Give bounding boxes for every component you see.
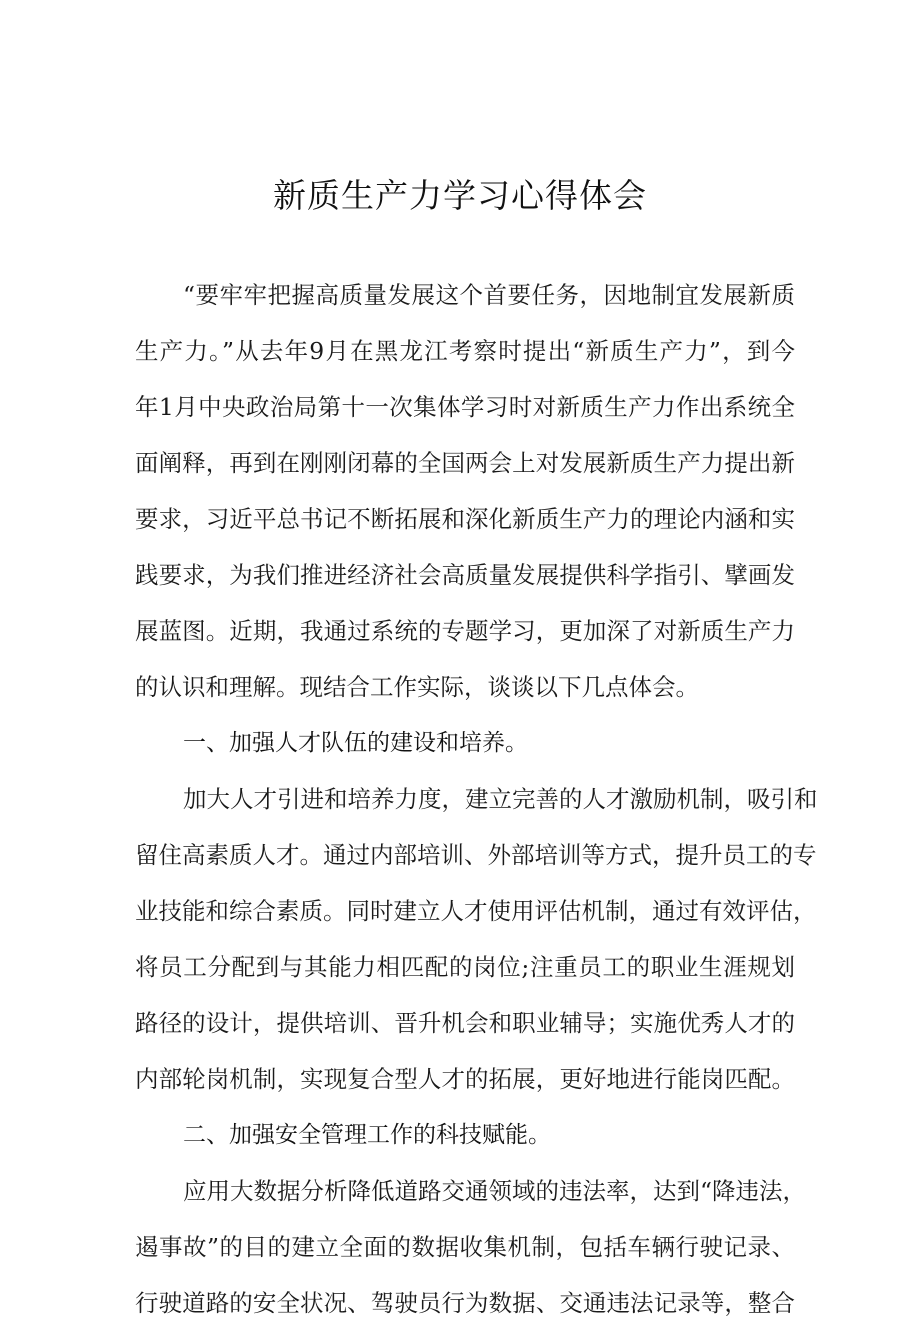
paragraph-line: 内部轮岗机制，实现复合型人才的拓展，更好地进行能岗匹配。 <box>135 1065 795 1093</box>
paragraph-line: 的认识和理解。现结合工作实际，谈谈以下几点体会。 <box>135 673 699 701</box>
paragraph-line: 遏事故”的目的建立全面的数据收集机制，包括车辆行驶记录、 <box>135 1233 795 1261</box>
paragraph-line: 加大人才引进和培养力度，建立完善的人才激励机制，吸引和 <box>183 785 818 813</box>
section-1 <box>135 715 818 1107</box>
paragraph-line: 留住高素质人才。通过内部培训、外部培训等方式，提升员工的专 <box>135 841 817 869</box>
paragraph-line: 生产力。”从去年9月在黑龙江考察时提出“新质生产力”，到今 <box>135 337 795 365</box>
paragraph-line: 将员工分配到与其能力相匹配的岗位;注重员工的职业生涯规划 <box>135 953 795 981</box>
section-2 <box>135 1107 807 1331</box>
document-title: 新质生产力学习心得体会 <box>273 176 647 215</box>
section-heading: 二、加强安全管理工作的科技赋能。 <box>183 1122 551 1148</box>
paragraph-line: 面阐释，再到在刚刚闭幕的全国两会上对发展新质生产力提出新 <box>135 449 795 477</box>
document-body <box>135 267 818 1331</box>
paragraph-line: 展蓝图。近期，我通过系统的专题学习，更加深了对新质生产力 <box>135 617 795 645</box>
paragraph-line: 业技能和综合素质。同时建立人才使用评估机制，通过有效评估， <box>135 897 817 925</box>
paragraph-line: 年1月中央政治局第十一次集体学习时对新质生产力作出系统全 <box>135 393 795 421</box>
section-heading: 一、加强人才队伍的建设和培养。 <box>183 730 528 756</box>
paragraph-line: 要求，习近平总书记不断拓展和深化新质生产力的理论内涵和实 <box>135 505 795 533</box>
paragraph-line: 应用大数据分析降低道路交通领域的违法率，达到“降违法， <box>183 1177 807 1205</box>
intro-paragraph <box>135 267 795 715</box>
paragraph-line: 行驶道路的安全状况、驾驶员行为数据、交通违法记录等，整合 <box>135 1289 795 1317</box>
paragraph-line: “要牢牢把握高质量发展这个首要任务，因地制宜发展新质 <box>183 281 795 309</box>
paragraph-line: 践要求，为我们推进经济社会高质量发展提供科学指引、擘画发 <box>135 561 795 589</box>
paragraph-line: 路径的设计，提供培训、晋升机会和职业辅导；实施优秀人才的 <box>135 1009 795 1037</box>
